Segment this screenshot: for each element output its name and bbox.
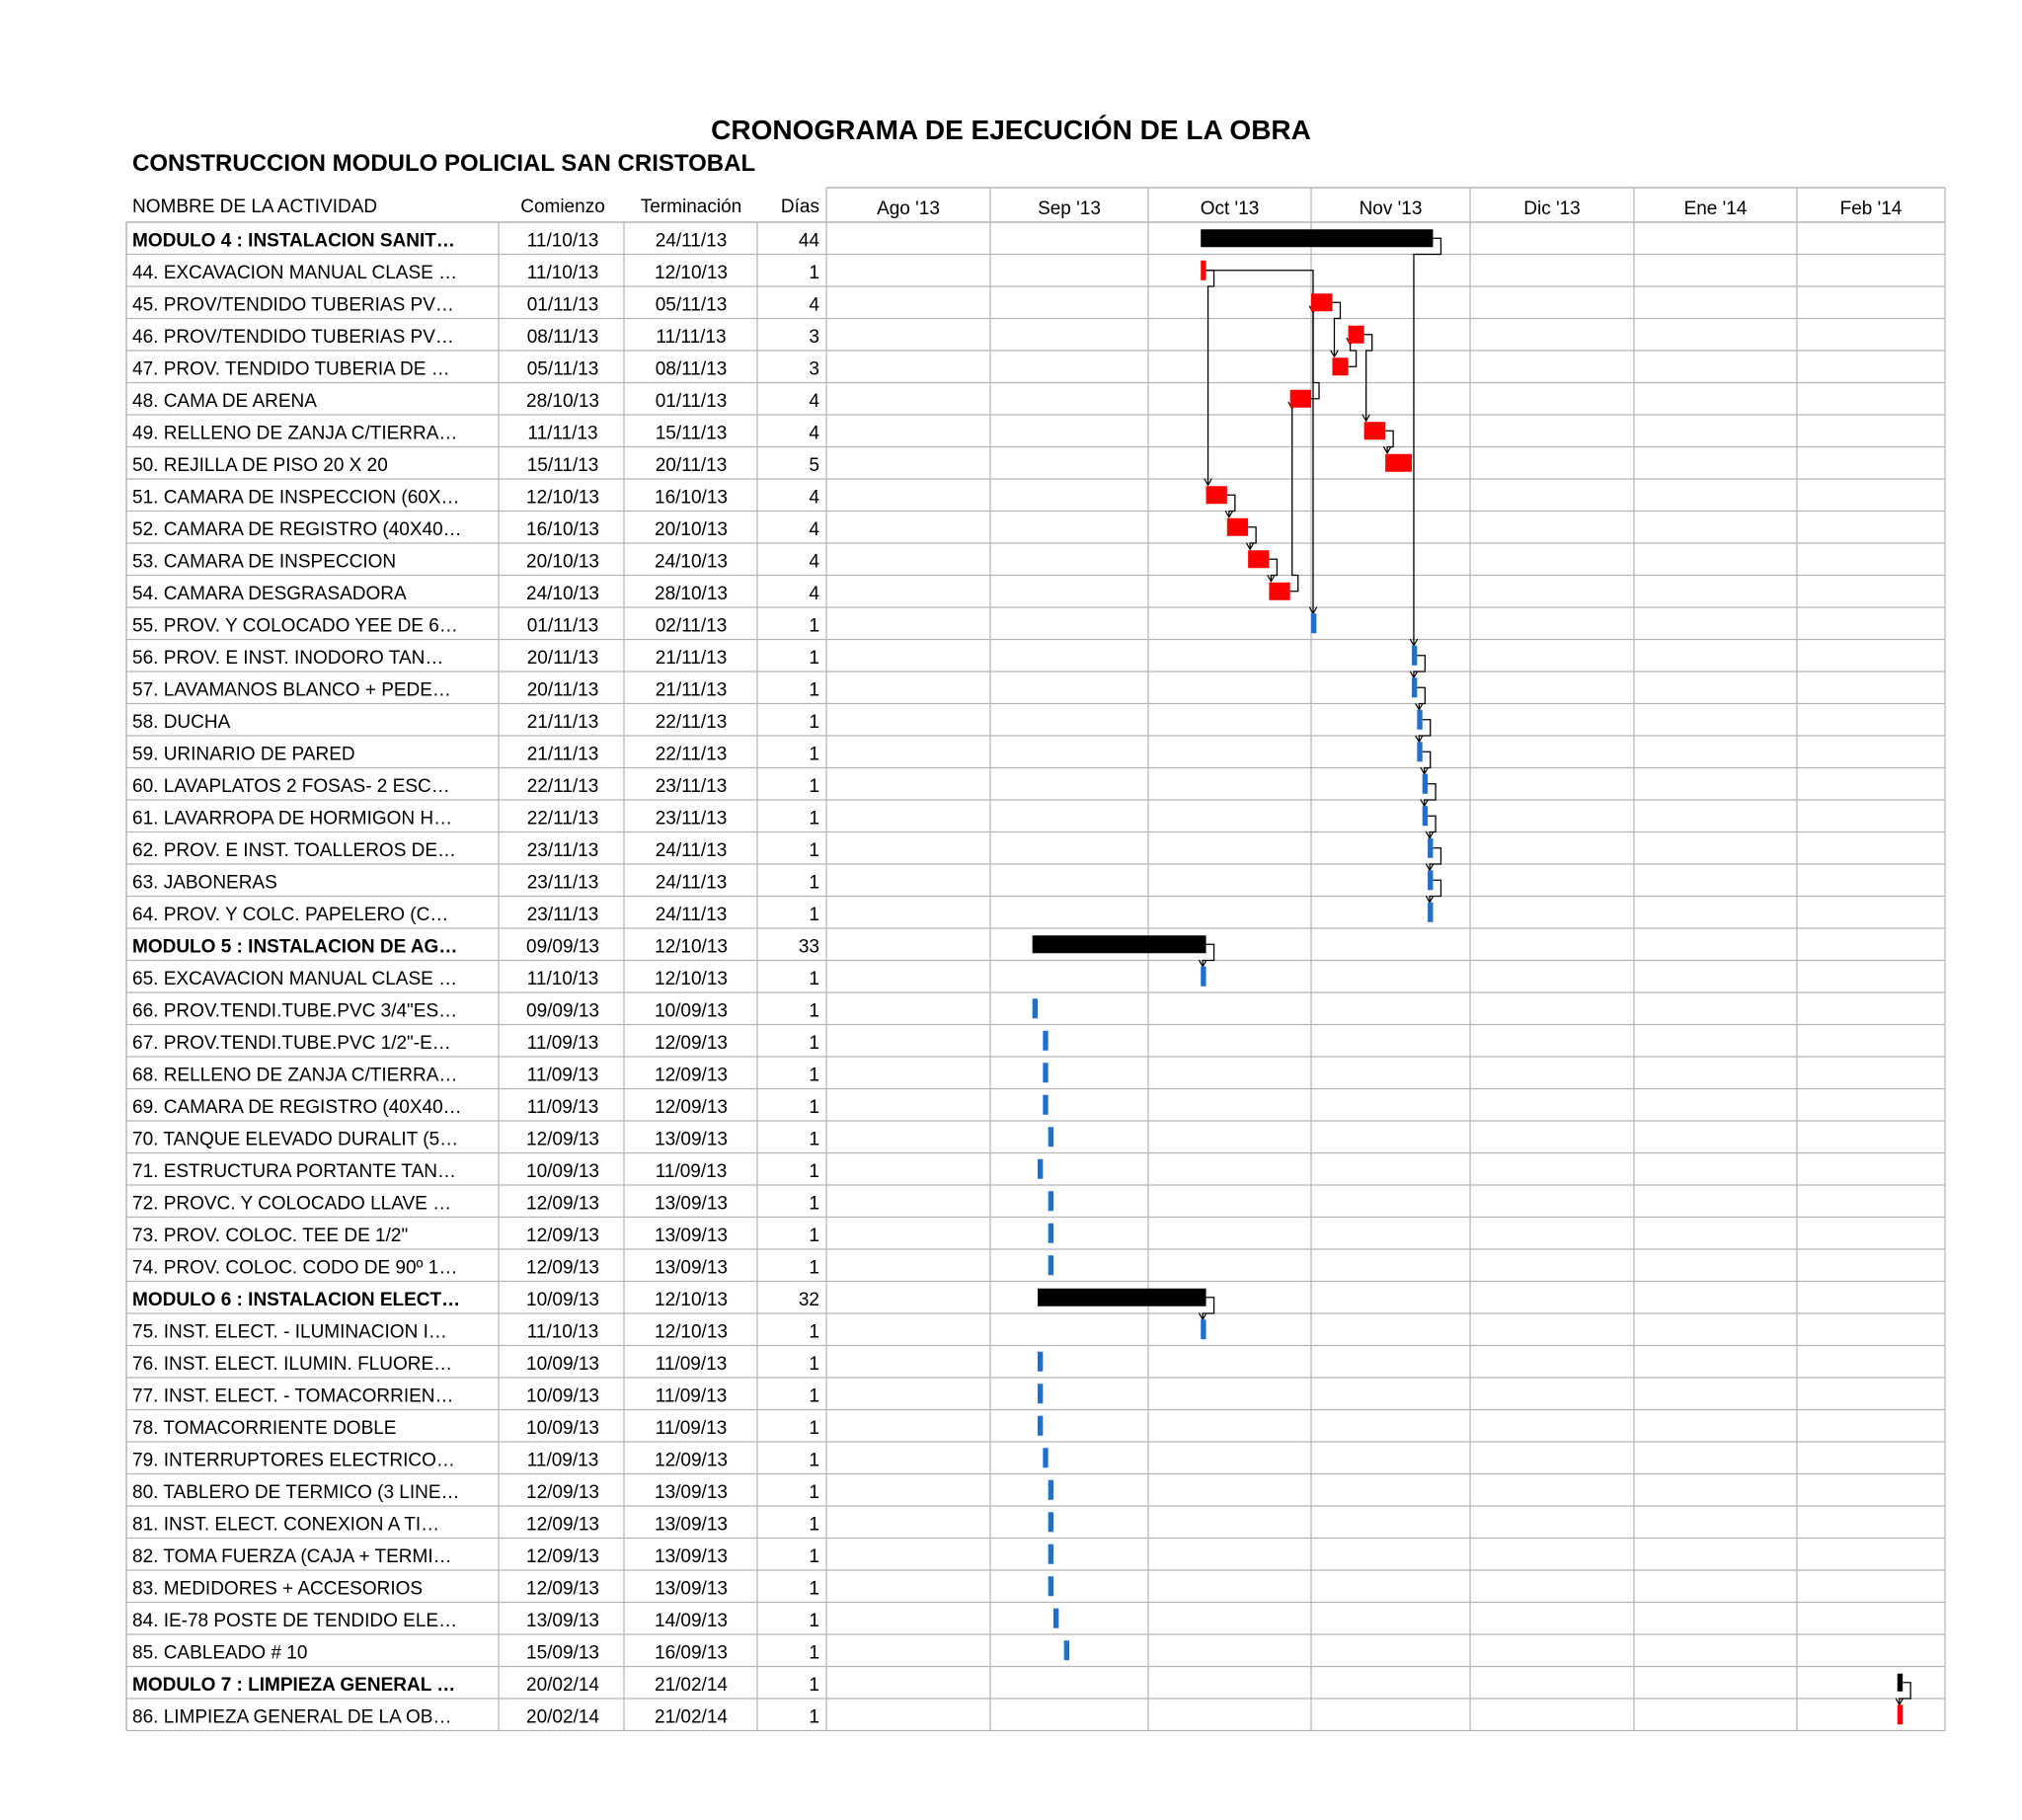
- task-name: 50. REJILLA DE PISO 20 X 20: [132, 455, 388, 476]
- task-name: 76. INST. ELECT. ILUMIN. FLUORE…: [132, 1354, 453, 1375]
- task-end: 20/11/13: [655, 455, 728, 476]
- task-start: 11/09/13: [526, 1097, 599, 1118]
- critical-task-bar: [1201, 261, 1205, 280]
- task-end: 12/10/13: [655, 969, 728, 989]
- task-end: 11/11/13: [656, 327, 727, 348]
- task-bars: [1033, 229, 1903, 1724]
- task-bar: [1038, 1352, 1043, 1372]
- task-days: 1: [809, 872, 819, 894]
- task-start: 10/09/13: [526, 1354, 599, 1375]
- dependency-link: [1248, 527, 1256, 550]
- task-end: 24/11/13: [655, 840, 728, 861]
- task-days: 1: [809, 1514, 819, 1536]
- task-days: 1: [809, 712, 819, 733]
- task-bar: [1049, 1224, 1053, 1243]
- dependency-link: [1385, 431, 1393, 453]
- task-name: 59. URINARIO DE PARED: [132, 744, 355, 765]
- task-name: 52. CAMARA DE REGISTRO (40X40…: [132, 519, 462, 540]
- task-name: 67. PROV.TENDI.TUBE.PVC 1/2"-E…: [132, 1033, 451, 1054]
- task-days: 3: [809, 358, 819, 380]
- task-bar: [1412, 677, 1417, 697]
- task-days: 1: [809, 1385, 819, 1407]
- task-end: 13/09/13: [655, 1578, 728, 1600]
- task-start: 23/11/13: [526, 872, 599, 894]
- task-days: 1: [809, 1065, 819, 1086]
- task-bar: [1311, 613, 1316, 633]
- task-days: 1: [809, 1161, 819, 1182]
- task-name: 48. CAMA DE ARENA: [132, 391, 317, 412]
- task-days: 4: [809, 487, 819, 509]
- dependency-link: [1417, 687, 1425, 710]
- task-name: 83. MEDIDORES + ACCESORIOS: [132, 1578, 424, 1600]
- task-end: 13/09/13: [655, 1129, 728, 1150]
- task-name: 72. PROVC. Y COLOCADO LLAVE …: [132, 1193, 452, 1215]
- task-start: 20/02/14: [526, 1675, 599, 1696]
- dependency-link: [1414, 238, 1440, 646]
- page-title: CRONOGRAMA DE EJECUCIÓN DE LA OBRA: [711, 115, 1311, 145]
- task-start: 12/09/13: [526, 1482, 599, 1503]
- task-bar: [1049, 1255, 1053, 1275]
- task-bar: [1049, 1576, 1053, 1596]
- task-end: 22/11/13: [655, 712, 728, 733]
- page-subtitle: CONSTRUCCION MODULO POLICIAL SAN CRISTOBAL: [132, 150, 756, 177]
- task-name: 56. PROV. E INST. INODORO TAN…: [132, 648, 444, 669]
- dependency-link: [1206, 271, 1214, 486]
- task-days: 1: [809, 1226, 819, 1246]
- task-start: 22/11/13: [526, 808, 599, 830]
- task-days: 1: [809, 679, 819, 701]
- task-end: 16/10/13: [655, 487, 728, 509]
- month-label: Nov '13: [1359, 198, 1423, 219]
- task-start: 08/11/13: [526, 327, 599, 348]
- task-end: 08/11/13: [655, 358, 728, 380]
- dependency-link: [1290, 409, 1298, 592]
- header-end: Terminación: [640, 197, 742, 217]
- task-end: 14/09/13: [655, 1611, 728, 1631]
- task-days: 1: [809, 1193, 819, 1215]
- task-end: 23/11/13: [655, 808, 728, 830]
- task-bar: [1201, 967, 1205, 987]
- task-start: 13/09/13: [526, 1611, 599, 1631]
- task-name: 55. PROV. Y COLOCADO YEE DE 6…: [132, 615, 458, 637]
- task-bar: [1201, 1319, 1205, 1339]
- task-name: 70. TANQUE ELEVADO DURALIT (5…: [132, 1129, 459, 1150]
- task-days: 44: [798, 230, 819, 252]
- task-name: 51. CAMARA DE INSPECCION (60X…: [132, 487, 460, 509]
- task-bar: [1049, 1480, 1053, 1500]
- task-start: 11/11/13: [527, 423, 598, 444]
- task-days: 4: [809, 423, 819, 444]
- task-start: 10/09/13: [526, 1385, 599, 1407]
- task-name: MODULO 7 : LIMPIEZA GENERAL …: [132, 1675, 456, 1696]
- task-start: 09/09/13: [526, 936, 599, 958]
- task-bar: [1038, 1416, 1043, 1436]
- month-label: Sep '13: [1038, 198, 1101, 219]
- task-days: 1: [809, 1642, 819, 1664]
- task-days: 4: [809, 551, 819, 573]
- task-end: 24/11/13: [655, 230, 728, 252]
- task-start: 10/09/13: [526, 1290, 599, 1310]
- task-days: 1: [809, 648, 819, 669]
- task-days: 3: [809, 327, 819, 348]
- dependency-link: [1332, 302, 1340, 356]
- task-name: 44. EXCAVACION MANUAL CLASE …: [132, 263, 458, 283]
- critical-task-bar: [1248, 550, 1269, 568]
- task-start: 12/09/13: [526, 1129, 599, 1150]
- task-days: 1: [809, 1321, 819, 1343]
- task-days: 1: [809, 1450, 819, 1471]
- task-days: 1: [809, 1000, 819, 1022]
- task-start: 21/11/13: [526, 744, 599, 765]
- task-days: 1: [809, 776, 819, 797]
- task-days: 1: [809, 263, 819, 283]
- task-name: 78. TOMACORRIENTE DOBLE: [132, 1418, 397, 1439]
- task-start: 20/10/13: [526, 551, 599, 573]
- task-start: 11/10/13: [526, 969, 599, 989]
- task-end: 02/11/13: [655, 615, 728, 637]
- task-bar: [1428, 903, 1433, 922]
- task-name: 54. CAMARA DESGRASADORA: [132, 584, 407, 604]
- task-start: 11/10/13: [526, 230, 599, 252]
- task-name: 74. PROV. COLOC. CODO DE 90º 1…: [132, 1257, 458, 1279]
- task-days: 1: [809, 1033, 819, 1054]
- task-start: 15/09/13: [526, 1642, 599, 1664]
- task-days: 1: [809, 1097, 819, 1118]
- task-bar: [1038, 1384, 1043, 1403]
- task-end: 05/11/13: [655, 294, 728, 316]
- dependency-link: [1428, 816, 1436, 838]
- task-end: 01/11/13: [655, 391, 728, 412]
- critical-task-bar: [1269, 583, 1289, 600]
- month-label: Feb '14: [1839, 198, 1903, 219]
- task-start: 12/09/13: [526, 1514, 599, 1536]
- dependency-link: [1364, 335, 1372, 422]
- header-days: Días: [780, 197, 819, 217]
- task-name: 80. TABLERO DE TERMICO (3 LINE…: [132, 1482, 460, 1503]
- month-label: Oct '13: [1200, 198, 1260, 219]
- summary-bar: [1038, 1289, 1206, 1306]
- task-start: 15/11/13: [526, 455, 599, 476]
- task-days: 1: [809, 1257, 819, 1279]
- task-start: 12/09/13: [526, 1546, 599, 1567]
- task-name: MODULO 6 : INSTALACION ELECT…: [132, 1290, 461, 1310]
- dependency-link: [1423, 752, 1431, 774]
- task-bar: [1049, 1191, 1053, 1211]
- task-bar: [1417, 710, 1422, 730]
- task-end: 12/09/13: [655, 1097, 728, 1118]
- task-end: 20/10/13: [655, 519, 728, 540]
- task-days: 1: [809, 840, 819, 861]
- task-days: 1: [809, 744, 819, 765]
- task-start: 16/10/13: [526, 519, 599, 540]
- critical-task-bar: [1898, 1704, 1903, 1724]
- task-end: 12/10/13: [655, 263, 728, 283]
- critical-task-bar: [1364, 422, 1385, 439]
- task-days: 1: [809, 1675, 819, 1696]
- task-bar: [1417, 742, 1422, 761]
- task-name: 66. PROV.TENDI.TUBE.PVC 3/4"ES…: [132, 1000, 458, 1022]
- task-bar: [1428, 838, 1433, 858]
- task-days: 1: [809, 1129, 819, 1150]
- task-name: 61. LAVARROPA DE HORMIGON H…: [132, 808, 453, 830]
- task-days: 1: [809, 1611, 819, 1631]
- task-end: 13/09/13: [655, 1514, 728, 1536]
- task-end: 22/11/13: [655, 744, 728, 765]
- critical-task-bar: [1332, 357, 1348, 375]
- task-end: 24/10/13: [655, 551, 728, 573]
- task-bar: [1049, 1127, 1053, 1147]
- task-days: 1: [809, 808, 819, 830]
- task-name: 47. PROV. TENDIDO TUBERIA DE …: [132, 358, 450, 380]
- task-name: 75. INST. ELECT. - ILUMINACION I…: [132, 1321, 447, 1343]
- task-start: 01/11/13: [526, 294, 599, 316]
- task-name: 68. RELLENO DE ZANJA C/TIERRA…: [132, 1065, 458, 1086]
- month-labels: [877, 198, 1903, 219]
- task-end: 11/09/13: [655, 1385, 728, 1407]
- task-name: 65. EXCAVACION MANUAL CLASE …: [132, 969, 458, 989]
- task-days: 1: [809, 1546, 819, 1567]
- task-name: 46. PROV/TENDIDO TUBERIAS PV…: [132, 327, 454, 348]
- task-bar: [1043, 1063, 1048, 1082]
- task-end: 13/09/13: [655, 1482, 728, 1503]
- header-start: Comienzo: [520, 197, 605, 217]
- summary-bar: [1201, 229, 1433, 247]
- task-end: 13/09/13: [655, 1193, 728, 1215]
- task-end: 24/11/13: [655, 872, 728, 894]
- task-start: 24/10/13: [526, 584, 599, 604]
- critical-task-bar: [1311, 293, 1332, 311]
- task-start: 09/09/13: [526, 1000, 599, 1022]
- task-bar: [1412, 646, 1417, 666]
- task-name: 79. INTERRUPTORES ELECTRICO…: [132, 1450, 455, 1471]
- critical-task-bar: [1206, 486, 1227, 504]
- month-label: Ene '14: [1683, 198, 1748, 219]
- task-start: 12/09/13: [526, 1257, 599, 1279]
- task-name: 77. INST. ELECT. - TOMACORRIEN…: [132, 1385, 454, 1407]
- task-end: 12/09/13: [655, 1450, 728, 1471]
- task-bar: [1043, 1031, 1048, 1051]
- summary-bar: [1033, 935, 1206, 953]
- task-days: 4: [809, 519, 819, 540]
- task-name: 63. JABONERAS: [132, 872, 277, 894]
- month-label: Ago '13: [877, 198, 940, 219]
- task-days: 1: [809, 1578, 819, 1600]
- task-end: 21/02/14: [655, 1675, 728, 1696]
- task-name: 71. ESTRUCTURA PORTANTE TAN…: [132, 1161, 456, 1182]
- task-start: 12/09/13: [526, 1578, 599, 1600]
- task-end: 23/11/13: [655, 776, 728, 797]
- summary-bar: [1898, 1674, 1903, 1692]
- task-end: 11/09/13: [655, 1418, 728, 1439]
- critical-task-bar: [1349, 326, 1364, 344]
- task-bar: [1033, 998, 1038, 1018]
- task-name: MODULO 5 : INSTALACION DE AG…: [132, 936, 458, 958]
- task-start: 20/02/14: [526, 1706, 599, 1728]
- task-end: 11/09/13: [655, 1354, 728, 1375]
- task-name: 62. PROV. E INST. TOALLEROS DE…: [132, 840, 457, 861]
- task-days: 4: [809, 391, 819, 412]
- task-name: 82. TOMA FUERZA (CAJA + TERMI…: [132, 1546, 452, 1567]
- task-end: 11/09/13: [655, 1161, 728, 1182]
- task-name: 84. IE-78 POSTE DE TENDIDO ELE…: [132, 1611, 458, 1631]
- task-name: 45. PROV/TENDIDO TUBERIAS PV…: [132, 294, 454, 316]
- task-name: 60. LAVAPLATOS 2 FOSAS- 2 ESC…: [132, 776, 450, 797]
- task-end: 24/11/13: [655, 905, 728, 925]
- task-bar: [1428, 870, 1433, 890]
- dependency-link: [1349, 345, 1357, 367]
- task-start: 21/11/13: [526, 712, 599, 733]
- task-bar: [1049, 1512, 1053, 1532]
- task-start: 01/11/13: [526, 615, 599, 637]
- task-start: 12/10/13: [526, 487, 599, 509]
- task-end: 12/09/13: [655, 1033, 728, 1054]
- task-end: 15/11/13: [655, 423, 728, 444]
- dependency-link: [1269, 559, 1277, 582]
- task-start: 20/11/13: [526, 679, 599, 701]
- task-days: 4: [809, 584, 819, 604]
- task-end: 13/09/13: [655, 1226, 728, 1246]
- task-start: 22/11/13: [526, 776, 599, 797]
- task-days: 1: [809, 615, 819, 637]
- task-start: 28/10/13: [526, 391, 599, 412]
- task-name: 64. PROV. Y COLC. PAPELERO (C…: [132, 905, 449, 925]
- task-name: 53. CAMARA DE INSPECCION: [132, 551, 397, 573]
- task-rows: [132, 231, 819, 1728]
- task-name: 58. DUCHA: [132, 712, 231, 733]
- task-start: 11/09/13: [526, 1033, 599, 1054]
- task-start: 05/11/13: [526, 358, 599, 380]
- task-start: 12/09/13: [526, 1226, 599, 1246]
- task-bar: [1053, 1609, 1058, 1628]
- task-days: 4: [809, 294, 819, 316]
- dependency-link: [1311, 312, 1319, 399]
- task-start: 20/11/13: [526, 648, 599, 669]
- task-name: 85. CABLEADO # 10: [132, 1642, 308, 1664]
- task-end: 12/10/13: [655, 936, 728, 958]
- task-name: MODULO 4 : INSTALACION SANIT…: [132, 230, 455, 252]
- task-end: 13/09/13: [655, 1546, 728, 1567]
- task-start: 23/11/13: [526, 905, 599, 925]
- critical-task-bar: [1385, 454, 1412, 472]
- task-bar: [1038, 1159, 1043, 1179]
- task-start: 10/09/13: [526, 1418, 599, 1439]
- task-start: 11/10/13: [526, 263, 599, 283]
- task-days: 1: [809, 1418, 819, 1439]
- task-days: 1: [809, 969, 819, 989]
- task-days: 33: [798, 936, 819, 958]
- task-end: 12/09/13: [655, 1065, 728, 1086]
- task-end: 10/09/13: [655, 1000, 728, 1022]
- task-name: 57. LAVAMANOS BLANCO + PEDE…: [132, 679, 451, 701]
- task-start: 12/09/13: [526, 1193, 599, 1215]
- task-days: 1: [809, 1354, 819, 1375]
- task-bar: [1043, 1448, 1048, 1467]
- task-days: 1: [809, 905, 819, 925]
- task-end: 13/09/13: [655, 1257, 728, 1279]
- month-label: Dic '13: [1523, 198, 1581, 219]
- task-end: 21/11/13: [655, 648, 728, 669]
- task-start: 23/11/13: [526, 840, 599, 861]
- task-name: 86. LIMPIEZA GENERAL DE LA OB…: [132, 1706, 452, 1728]
- task-bar: [1423, 774, 1428, 794]
- task-name: 49. RELLENO DE ZANJA C/TIERRA…: [132, 423, 458, 444]
- task-days: 32: [798, 1290, 819, 1310]
- task-days: 5: [809, 455, 819, 476]
- task-end: 21/02/14: [655, 1706, 728, 1728]
- task-end: 12/10/13: [655, 1321, 728, 1343]
- task-bar: [1049, 1544, 1053, 1564]
- task-name: 81. INST. ELECT. CONEXION A TI…: [132, 1514, 440, 1536]
- task-end: 21/11/13: [655, 679, 728, 701]
- task-start: 11/10/13: [526, 1321, 599, 1343]
- dependency-links: [1203, 238, 1910, 1704]
- task-end: 16/09/13: [655, 1642, 728, 1664]
- task-days: 1: [809, 1482, 819, 1503]
- task-start: 11/09/13: [526, 1065, 599, 1086]
- header-activity: NOMBRE DE LA ACTIVIDAD: [132, 197, 378, 217]
- task-name: 69. CAMARA DE REGISTRO (40X40…: [132, 1097, 462, 1118]
- critical-task-bar: [1227, 518, 1248, 536]
- critical-task-bar: [1290, 390, 1311, 408]
- task-name: 73. PROV. COLOC. TEE DE 1/2": [132, 1226, 409, 1246]
- task-bar: [1064, 1640, 1069, 1660]
- task-bar: [1043, 1095, 1048, 1115]
- dependency-link: [1227, 495, 1235, 517]
- task-start: 10/09/13: [526, 1161, 599, 1182]
- task-days: 1: [809, 1706, 819, 1728]
- task-start: 11/09/13: [526, 1450, 599, 1471]
- task-end: 12/10/13: [655, 1290, 728, 1310]
- table-header: [132, 197, 819, 217]
- task-bar: [1423, 806, 1428, 826]
- task-end: 28/10/13: [655, 584, 728, 604]
